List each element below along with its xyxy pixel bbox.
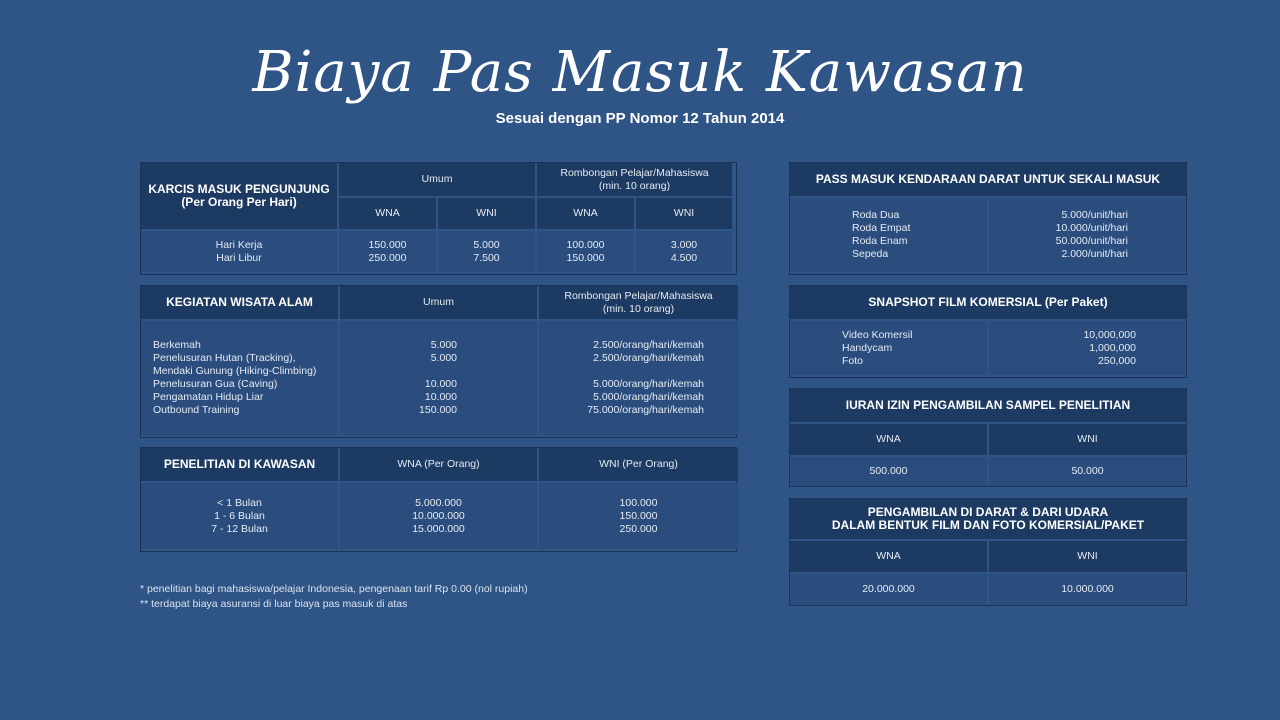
- karcis-romb-wni: WNI: [636, 198, 732, 229]
- price-value: 5.000/orang/hari/kemah: [593, 391, 704, 403]
- kendaraan-header: PASS MASUK KENDARAAN DARAT UNTUK SEKALI MASUK: [790, 163, 1186, 196]
- wisata-table: [140, 285, 737, 438]
- price-value: 150.000: [368, 238, 407, 251]
- wisata-umum-header: Umum: [340, 286, 537, 319]
- price-value: 10.000.000: [412, 509, 465, 522]
- karcis-romb-wna-values: [537, 231, 634, 272]
- vehicle-type: Roda Empat: [852, 222, 911, 234]
- kendaraan-types: [790, 198, 987, 272]
- iuran-header: IURAN IZIN PENGAMBILAN SAMPEL PENELITIAN: [790, 389, 1186, 422]
- karcis-header-line2: (Per Orang Per Hari): [181, 195, 297, 209]
- price-value: 5.000.000: [415, 496, 462, 509]
- period-item: 7 - 12 Bulan: [211, 522, 268, 535]
- price-value: 5.000: [430, 352, 457, 364]
- price-value: 5.000: [430, 339, 457, 351]
- price-value: 2.500/orang/hari/kemah: [593, 352, 704, 364]
- karcis-umum-wna-values: [339, 231, 436, 272]
- vehicle-type: Sepeda: [852, 248, 889, 260]
- udara-table: [789, 498, 1187, 606]
- karcis-day-type: Hari Kerja: [215, 238, 263, 251]
- penelitian-table: [140, 447, 737, 552]
- activity-item: Penelusuran Gua (Caving): [153, 378, 278, 390]
- iuran-wni-header: WNI: [989, 424, 1186, 455]
- wisata-rombongan-line2: (min. 10 orang): [602, 302, 675, 315]
- price-value: 4.500: [670, 251, 698, 264]
- wisata-activities: [141, 321, 338, 435]
- price-value: 10,000,000: [1083, 328, 1136, 341]
- karcis-header-line1: KARCIS MASUK PENGUNJUNG: [148, 182, 330, 196]
- vehicle-type: Roda Enam: [852, 235, 908, 247]
- activity-item: Berkemah: [153, 339, 201, 351]
- price-value: 100.000: [566, 238, 605, 251]
- price-value: 250.000: [368, 251, 407, 264]
- price-value: 10.000: [424, 378, 457, 390]
- iuran-wni-value: 50.000: [989, 457, 1186, 486]
- price-value: 75.000/orang/hari/kemah: [587, 404, 704, 416]
- media-type: Handycam: [842, 341, 893, 354]
- udara-header: [790, 499, 1186, 539]
- penelitian-wni-values: [539, 483, 738, 549]
- footnote: ** terdapat biaya asuransi di luar biaya pas masuk di atas: [140, 598, 408, 610]
- karcis-umum-header: Umum: [339, 163, 535, 196]
- period-item: 1 - 6 Bulan: [214, 509, 265, 522]
- udara-wna-value: 20.000.000: [790, 574, 987, 605]
- activity-item: Pengamatan Hidup Liar: [153, 391, 264, 403]
- snapshot-types: [790, 321, 987, 375]
- media-type: Foto: [842, 354, 864, 367]
- page-title: Biaya Pas Masuk Kawasan: [252, 40, 1028, 105]
- price-value: 250,000: [1098, 354, 1136, 367]
- udara-wni-value: 10.000.000: [989, 574, 1186, 605]
- snapshot-values: [989, 321, 1186, 375]
- karcis-table: [140, 162, 737, 275]
- karcis-rombongan-line2: (min. 10 orang): [598, 179, 671, 192]
- karcis-rombongan-line1: Rombongan Pelajar/Mahasiswa: [560, 166, 709, 179]
- snapshot-header: SNAPSHOT FILM KOMERSIAL (Per Paket): [790, 286, 1186, 319]
- price-value: 250.000: [619, 522, 658, 535]
- karcis-romb-wna: WNA: [537, 198, 634, 229]
- iuran-wna-value: 500.000: [790, 457, 987, 486]
- media-type: Video Komersil: [842, 328, 913, 341]
- udara-wni-header: WNI: [989, 541, 1186, 572]
- price-value: 5.000: [473, 238, 500, 251]
- udara-header-line1: PENGAMBILAN DI DARAT & DARI UDARA: [867, 505, 1109, 519]
- price-value: 15.000.000: [412, 522, 465, 535]
- price-value: 5.000/unit/hari: [1061, 209, 1128, 221]
- price-value: 150.000: [419, 404, 457, 416]
- wisata-rombongan-line1: Rombongan Pelajar/Mahasiswa: [564, 289, 713, 302]
- karcis-rombongan-header: [537, 163, 732, 196]
- penelitian-periods: [141, 483, 338, 549]
- penelitian-wni-header: WNI (Per Orang): [539, 448, 738, 481]
- price-value: 150.000: [619, 509, 658, 522]
- page-subtitle: Sesuai dengan PP Nomor 12 Tahun 2014: [495, 110, 785, 127]
- karcis-umum-wna: WNA: [339, 198, 436, 229]
- activity-item: Mendaki Gunung (Hiking-Climbing): [153, 365, 317, 377]
- karcis-header: [141, 163, 337, 229]
- price-value: 10.000/unit/hari: [1055, 222, 1128, 234]
- activity-item: Outbound Training: [153, 404, 240, 416]
- penelitian-header: PENELITIAN DI KAWASAN: [141, 448, 338, 481]
- iuran-table: [789, 388, 1187, 487]
- period-item: < 1 Bulan: [217, 496, 262, 509]
- karcis-romb-wni-values: [636, 231, 732, 272]
- wisata-header: KEGIATAN WISATA ALAM: [141, 286, 338, 319]
- karcis-umum-wni-values: [438, 231, 535, 272]
- price-value: 2.500/orang/hari/kemah: [593, 339, 704, 351]
- wisata-rombongan-header: [539, 286, 738, 319]
- karcis-day-types: [141, 231, 337, 272]
- wisata-umum-values: [340, 321, 537, 435]
- udara-header-line2: DALAM BENTUK FILM DAN FOTO KOMERSIAL/PAKET: [831, 518, 1145, 532]
- footnote: * penelitian bagi mahasiswa/pelajar Indonesia, pengenaan tarif Rp 0.00 (nol rupiah): [140, 583, 528, 595]
- penelitian-wna-values: [340, 483, 537, 549]
- karcis-umum-wni: WNI: [438, 198, 535, 229]
- iuran-wna-header: WNA: [790, 424, 987, 455]
- wisata-romb-values: [539, 321, 738, 435]
- price-value: 7.500: [473, 251, 500, 264]
- activity-item: Penelusuran Hutan (Tracking),: [153, 352, 296, 364]
- kendaraan-values: [989, 198, 1186, 272]
- price-value: 3.000: [670, 238, 698, 251]
- snapshot-table: [789, 285, 1187, 378]
- price-value: 5.000/orang/hari/kemah: [593, 378, 704, 390]
- vehicle-type: Roda Dua: [852, 209, 900, 221]
- price-value: 50.000/unit/hari: [1055, 235, 1128, 247]
- karcis-day-type: Hari Libur: [216, 251, 262, 264]
- price-value: 10.000: [424, 391, 457, 403]
- price-value: 2.000/unit/hari: [1061, 248, 1128, 260]
- price-value: 150.000: [566, 251, 605, 264]
- price-value: 1,000,000: [1089, 341, 1136, 354]
- price-value: 100.000: [619, 496, 658, 509]
- penelitian-wna-header: WNA (Per Orang): [340, 448, 537, 481]
- udara-wna-header: WNA: [790, 541, 987, 572]
- kendaraan-table: [789, 162, 1187, 275]
